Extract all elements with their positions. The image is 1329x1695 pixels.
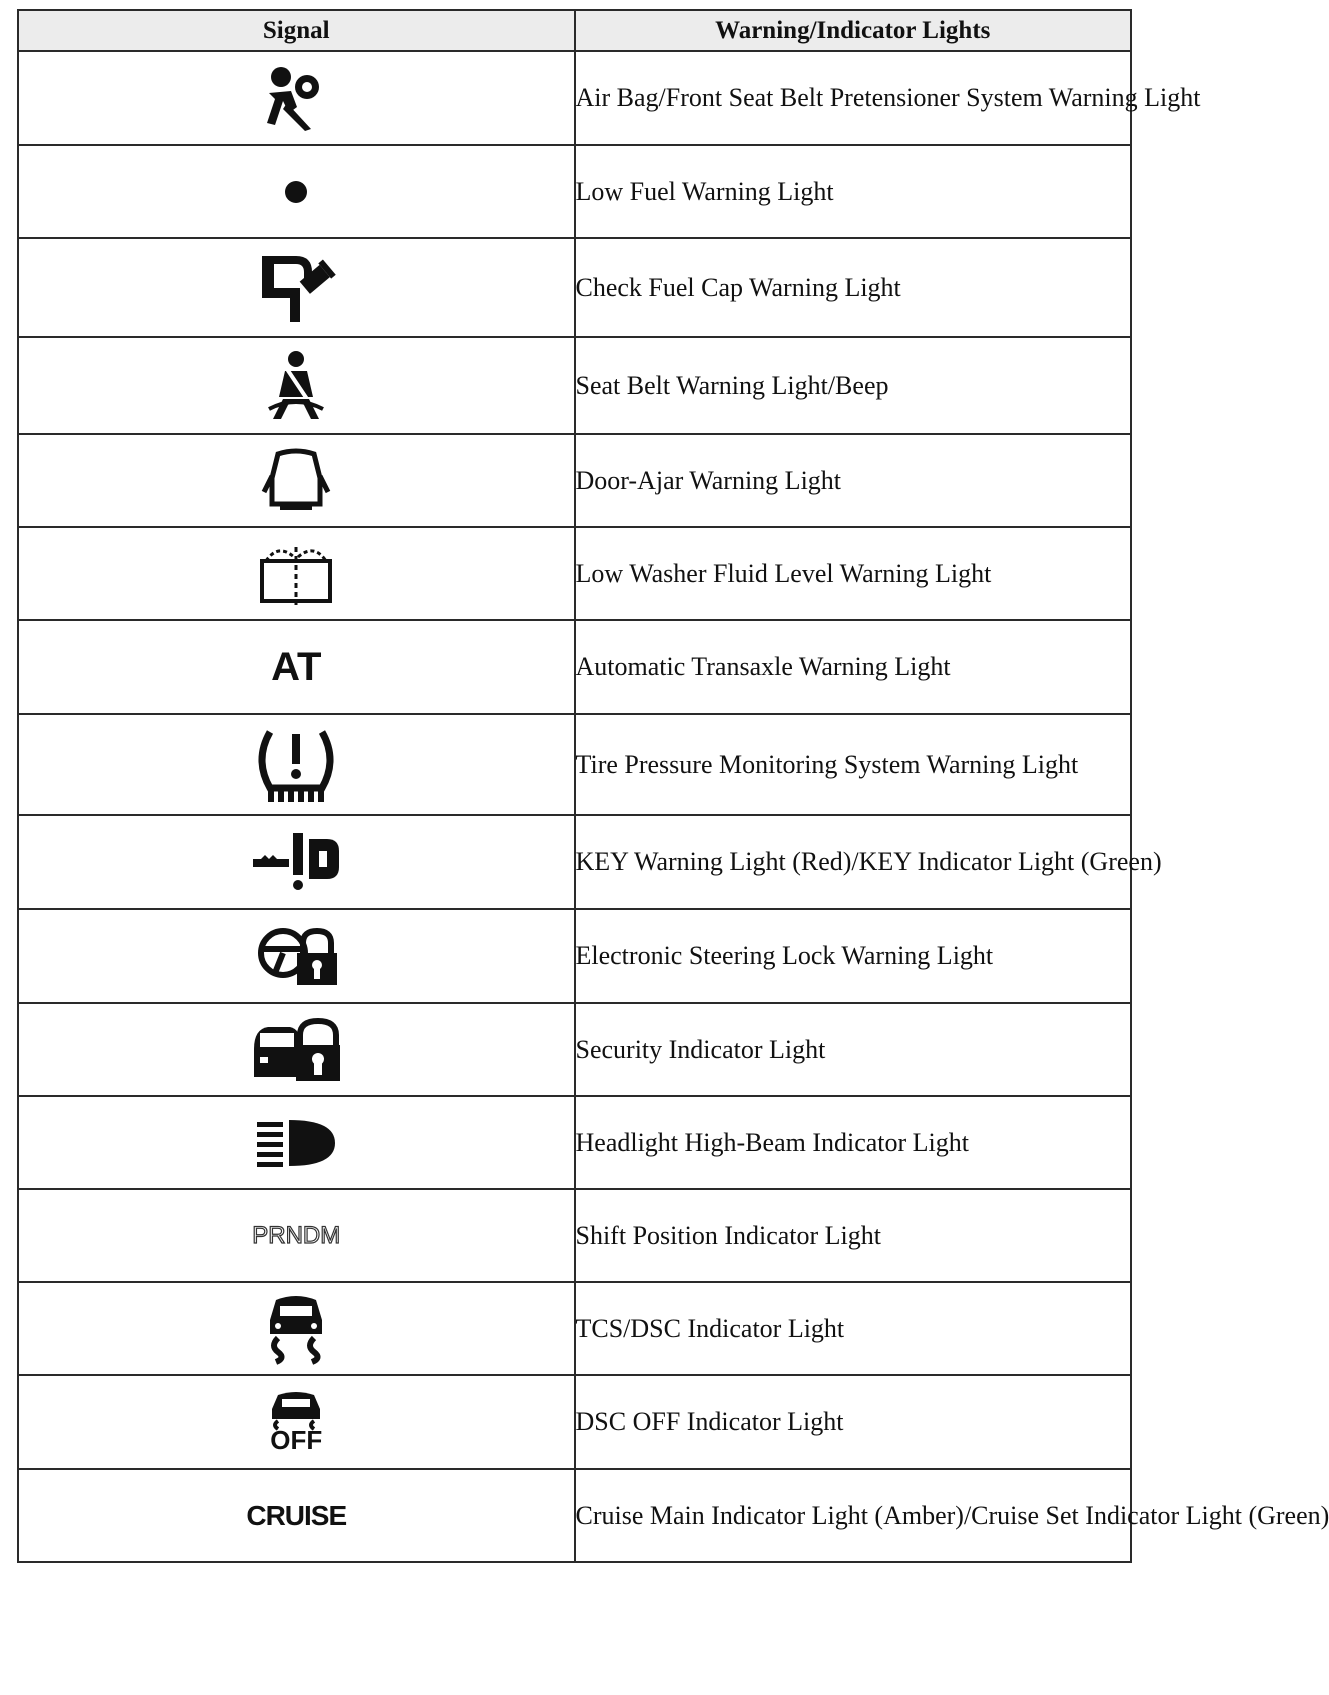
seat-belt-icon [263, 349, 329, 423]
row-label: Shift Position Indicator Light [575, 1189, 1132, 1282]
door-ajar-icon [264, 448, 328, 514]
row-label: Electronic Steering Lock Warning Light [575, 909, 1132, 1003]
dot-icon [281, 177, 311, 207]
table-row [18, 909, 1131, 1003]
table-row [18, 527, 1131, 620]
row-label: Headlight High-Beam Indicator Light [575, 1096, 1132, 1189]
row-label: Automatic Transaxle Warning Light [575, 620, 1132, 714]
table-row [18, 1282, 1131, 1375]
row-label: Low Fuel Warning Light [575, 145, 1132, 238]
tire-pressure-icon [254, 726, 338, 804]
table-row [18, 1096, 1131, 1189]
table-row [18, 337, 1131, 434]
high-beam-icon [255, 1118, 337, 1168]
row-label: Door-Ajar Warning Light [575, 434, 1132, 527]
row-label: Tire Pressure Monitoring System Warning Light [575, 714, 1132, 815]
table-header-row [18, 10, 1131, 51]
steering-lock-icon [255, 923, 337, 989]
row-label: Air Bag/Front Seat Belt Pretensioner System Warning Light [575, 51, 1132, 145]
key-icon [249, 829, 343, 895]
table-row [18, 434, 1131, 527]
row-label: DSC OFF Indicator Light [575, 1375, 1132, 1469]
warning-lights-table [17, 9, 1329, 1563]
table-row [18, 1003, 1131, 1096]
airbag-icon [261, 63, 331, 133]
table-row [18, 714, 1131, 815]
row-label: Low Washer Fluid Level Warning Light [575, 527, 1132, 620]
lights-column-header: Warning/Indicator Lights [575, 10, 1132, 51]
table-row [18, 145, 1131, 238]
security-icon [250, 1017, 342, 1083]
table-row [18, 1189, 1131, 1282]
signal-column-header: Signal [18, 10, 575, 51]
table-row [18, 1469, 1131, 1562]
row-label: Check Fuel Cap Warning Light [575, 238, 1132, 337]
row-label: KEY Warning Light (Red)/KEY Indicator Light (Green) [575, 815, 1132, 909]
row-label: Security Indicator Light [575, 1003, 1132, 1096]
row-label: Seat Belt Warning Light/Beep [575, 337, 1132, 434]
table-row [18, 815, 1131, 909]
dsc-off-icon [19, 1391, 574, 1453]
at-icon: AT [271, 644, 322, 689]
dsc-off-text: OFF [270, 1425, 323, 1455]
row-label: Cruise Main Indicator Light (Amber)/Cruise Set Indicator Light (Green) [575, 1469, 1132, 1562]
washer-fluid-icon [258, 539, 334, 609]
table-row [18, 620, 1131, 714]
fuel-cap-icon [256, 252, 336, 324]
shift-position-icon: PRNDM [252, 1221, 341, 1249]
tcs-dsc-icon [264, 1294, 328, 1364]
table-row [18, 238, 1131, 337]
cruise-icon: CRUISE [246, 1499, 347, 1531]
table-row [18, 1375, 1131, 1469]
table-row [18, 51, 1131, 145]
row-label: TCS/DSC Indicator Light [575, 1282, 1132, 1375]
